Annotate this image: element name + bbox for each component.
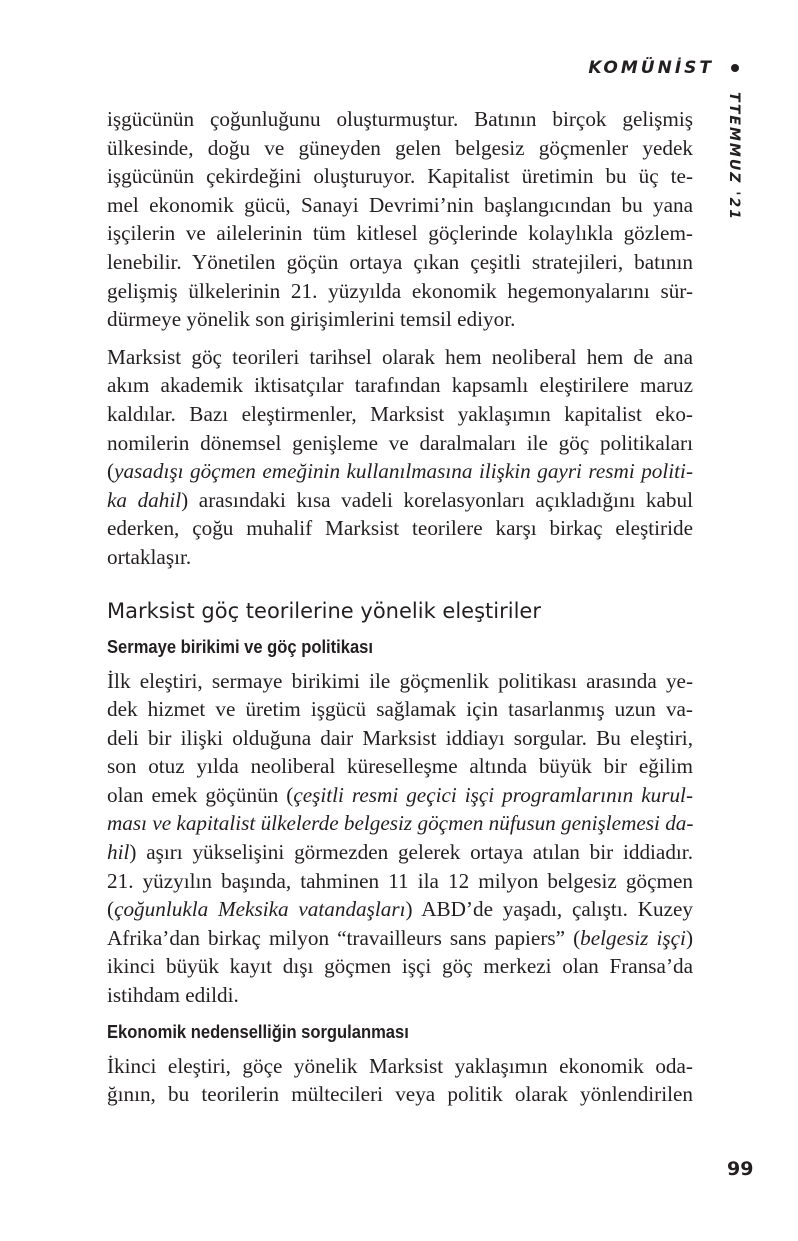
text-line <box>107 248 693 277</box>
italic-text: ka dahil <box>107 487 182 512</box>
text-line <box>107 924 693 953</box>
italic-text: çeşitli resmi geçici işçi programlarının kurul- <box>293 782 693 807</box>
paragraph <box>107 1052 693 1109</box>
text-line <box>107 429 693 458</box>
text-line <box>107 277 693 306</box>
text-span: ortaklaşır. <box>107 544 192 569</box>
issue-label: TTEMMUZ '21 <box>726 92 742 222</box>
text-span: ) ABD’de yaşadı, çalıştı. Kuzey <box>405 897 693 922</box>
text-span: deli bir ilişki olduğuna dair Marksist iddiayı sorgular. Bu eleştiri, <box>107 725 693 750</box>
text-span: kaldılar. Bazı eleştirmenler, Marksist yaklaşımın kapitalist eko- <box>107 401 693 426</box>
text-span: 21. yüzyılın başında, tahminen 11 ila 12 milyon belgesiz göçmen <box>107 868 693 893</box>
text-line <box>107 809 693 838</box>
text-line <box>107 162 693 191</box>
text-line <box>107 400 693 429</box>
text-span: ikinci büyük kayıt dışı göçmen işçi göç merkezi olan Fransa’da <box>107 954 693 979</box>
text-span: dürmeye yönelik son girişimlerini temsil ediyor. <box>107 307 516 332</box>
text-span: akım akademik iktisatçılar tarafından kapsamlı eleştirilere maruz <box>107 373 693 398</box>
text-line <box>107 486 693 515</box>
subsection-heading: Sermaye birikimi ve göç politikası <box>107 636 373 657</box>
text-span: istihdam edildi. <box>107 983 239 1008</box>
italic-text: belgesiz işçi <box>580 925 686 950</box>
text-span: ) <box>685 925 693 950</box>
text-span: gelişmiş ülkelerinin 21. yüzyılda ekonomik hegemonyalarını sür- <box>107 278 693 303</box>
article-body <box>107 105 693 1118</box>
text-span: olan emek göçünün ( <box>107 782 294 807</box>
text-span: ğının, bu teorilerin mültecileri veya politik olarak yönlendirilen <box>107 1082 693 1107</box>
text-line <box>107 895 693 924</box>
magazine-title: KOMÜNİST <box>588 58 714 78</box>
italic-text: çoğunlukla Meksika vatandaşları <box>114 897 406 922</box>
text-line <box>107 343 693 372</box>
text-span: işçilerin ve ailelerinin tüm kitlesel göçlerinde kolaylıkla gözlem- <box>107 221 693 246</box>
text-span: işgücünün çoğunluğunu oluşturmuştur. Batının birçok gelişmiş <box>107 107 693 131</box>
text-line <box>107 667 693 696</box>
text-line <box>107 981 693 1010</box>
italic-text: hil <box>107 840 130 865</box>
paragraph <box>107 343 693 572</box>
text-span: son otuz yılda neoliberal küreselleşme altında büyük bir eğilim <box>107 754 693 779</box>
italic-text: ması ve kapitalist ülkelerde belgesiz göçmen nüfusun genişlemesi da- <box>107 811 694 836</box>
text-line <box>107 305 693 334</box>
text-span: nomilerin dönemsel genişleme ve daralmaları ile göç politikaları <box>107 430 693 455</box>
text-span: ( <box>107 897 115 922</box>
text-line <box>107 752 693 781</box>
italic-text: yasadışı göçmen emeğinin kullanılmasına ilişkin gayri resmi politi- <box>114 459 693 484</box>
page-number: 99 <box>727 1158 754 1180</box>
text-span: ülkesinde, doğu ve güneyden gelen belgesiz göçmenler yedek <box>107 135 693 160</box>
text-span: İkinci eleştiri, göçe yönelik Marksist yaklaşımın ekonomik oda- <box>107 1053 693 1078</box>
text-line <box>107 695 693 724</box>
text-line <box>107 1052 693 1081</box>
text-span: ) aşırı yükselişini görmezden gelerek ortaya atılan bir iddiadır. <box>129 840 693 865</box>
text-line <box>107 514 693 543</box>
text-span: ( <box>107 459 115 484</box>
text-span: Marksist göç teorileri tarihsel olarak hem neoliberal hem de ana <box>107 344 693 369</box>
text-line <box>107 838 693 867</box>
text-line <box>107 1080 693 1109</box>
text-span: işgücünün çekirdeğini oluşturuyor. Kapitalist üretimin bu üç te- <box>107 164 693 189</box>
text-line <box>107 543 693 572</box>
text-line <box>107 952 693 981</box>
text-line <box>107 867 693 896</box>
text-line <box>107 191 693 220</box>
text-line <box>107 105 693 134</box>
text-span: Afrika’dan birkaç milyon “travailleurs sans papiers” ( <box>107 925 581 950</box>
text-line <box>107 219 693 248</box>
text-line <box>107 457 693 486</box>
text-line <box>107 781 693 810</box>
text-line <box>107 371 693 400</box>
separator-dot <box>731 64 739 72</box>
subsection-heading: Ekonomik nedenselliğin sorgulanması <box>107 1021 409 1042</box>
text-span: ederken, çoğu muhalif Marksist teorilere karşı birkaç eleştiride <box>107 516 693 541</box>
text-line <box>107 134 693 163</box>
text-span: mel ekonomik gücü, Sanayi Devrimi’nin başlangıcından bu yana <box>107 192 693 217</box>
text-span: İlk eleştiri, sermaye birikimi ile göçmenlik politikası arasında ye- <box>107 668 693 693</box>
text-span: dek hizmet ve üretim işgücü sağlamak için tasarlanmış uzun va- <box>107 697 693 722</box>
section-heading: Marksist göç teorilerine yönelik eleştiriler <box>107 598 541 623</box>
paragraph <box>107 105 693 334</box>
text-span: ) arasındaki kısa vadeli korelasyonları açıkladığını kabul <box>181 487 694 512</box>
paragraph <box>107 667 693 1010</box>
text-line <box>107 724 693 753</box>
text-span: lenebilir. Yönetilen göçün ortaya çıkan çeşitli stratejileri, batının <box>107 249 693 274</box>
